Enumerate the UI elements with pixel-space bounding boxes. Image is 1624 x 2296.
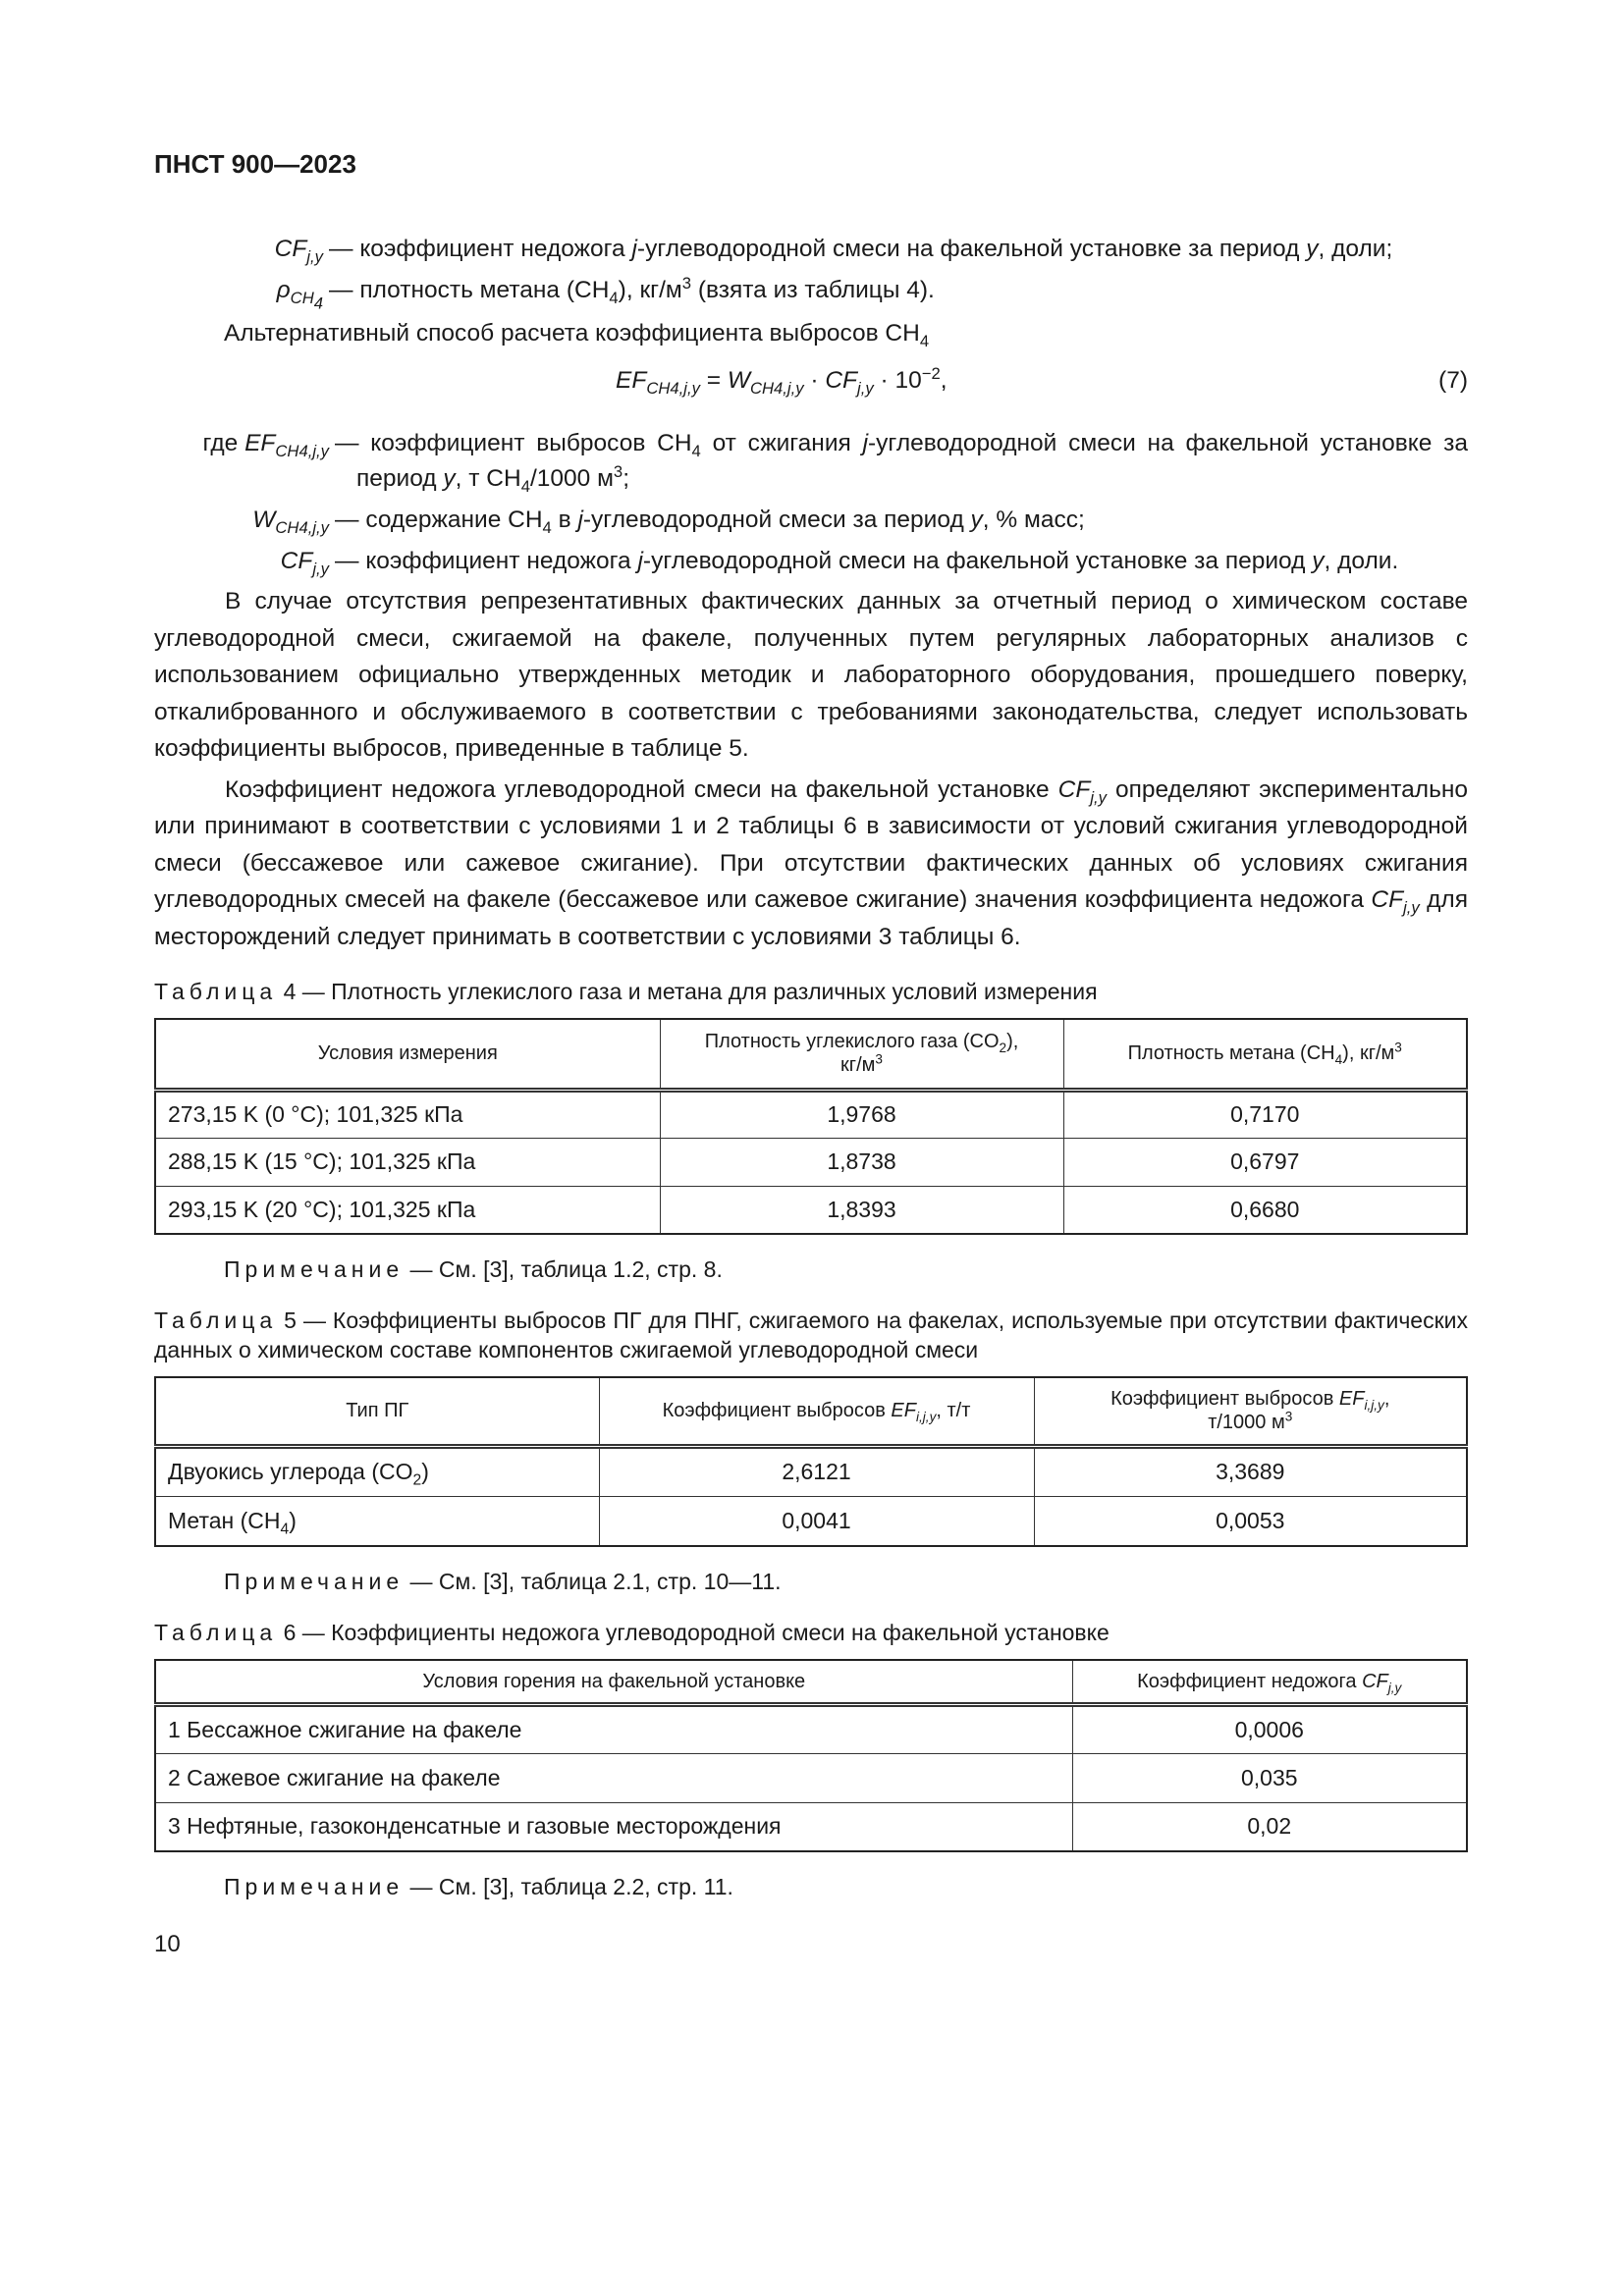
text-fragment: определяют экспериментально или принимают в соответствии с условиями 1 и 2 таблицы 6 в зависимости от условий сжигания углеводородной смеси (бессажевое или сажевое сжигание). При отсутствии фактических данных об условиях сжигания углеводородных смесей на факеле (бессажевое или сажевое сжигание) значения коэффициента недожога [154,775,1468,913]
table6 [154,1659,1468,1852]
cell: 0,0041 [599,1496,1034,1546]
text-fragment: для месторождений следует принимать в соответствии с условиями 3 таблицы 6. [154,886,1468,950]
text-fragment: CH [290,288,314,307]
formula-7 [154,363,1468,408]
text-fragment: y [443,465,456,492]
page-number: 10 [154,1931,181,1957]
paragraph-1 [154,583,1468,768]
cell: 2,6121 [599,1446,1034,1496]
text-fragment: 4 [313,294,323,313]
text-fragment: , [940,367,947,394]
formula-definitions [154,426,1468,579]
page-body [154,232,1468,1958]
table5 [154,1376,1468,1547]
table6-header [1072,1660,1467,1704]
text-fragment: от сжигания [700,430,863,456]
text-fragment: -углеводородной смеси на факельной установке за период [356,430,1468,492]
cell: 273,15 K (0 °C); 101,325 кПа [155,1090,660,1138]
table-row [155,1496,1467,1546]
text-fragment: · [803,367,826,394]
text-fragment: 4 [609,288,619,307]
table-row [155,1802,1467,1851]
text-fragment: EF [891,1400,916,1422]
text-fragment: y [1312,548,1325,574]
text-fragment: y [1306,236,1319,262]
text-fragment: CF [825,367,858,394]
cell: 3,3689 [1034,1446,1467,1496]
text-fragment: CH4,j,y [646,378,700,398]
text-fragment: W [252,507,276,533]
text-fragment: 3 [875,1051,883,1067]
formula-number: (7) [1438,367,1468,394]
definition-rho [154,273,1468,313]
text-fragment: CF [1057,775,1091,803]
table-row [155,1186,1467,1234]
document-id: ПНСТ 900—2023 [154,149,356,179]
text-fragment: ), кг/м [618,277,682,303]
text-fragment: 2 [412,1471,422,1489]
text-fragment: Двуокись углерода (CO [168,1459,413,1484]
text-fragment: j,y [306,246,323,266]
cell: 1,9768 [660,1090,1063,1138]
text-fragment: -углеводородной смеси за период [582,507,971,533]
text-fragment: 2 [999,1041,1007,1055]
text-fragment: (взята из таблицы 4). [691,277,935,303]
text-fragment: −2 [921,363,941,383]
text-fragment: j [862,430,869,456]
text-fragment: CH4,j,y [275,441,329,460]
text-fragment: , [1383,1388,1390,1411]
cell: 0,7170 [1063,1090,1467,1138]
table4-caption: Таблица 4 — Плотность углекислого газа и метана для различных условий измерения [154,979,1098,1004]
definition-term [154,426,335,497]
text-fragment: 4 [542,517,552,537]
table5-header [1034,1377,1467,1446]
text-fragment: CH4,j,y [749,378,804,398]
text-fragment: y [970,507,983,533]
text-fragment: Плотность метана (CH [1127,1042,1335,1065]
text-fragment: ρ [276,277,291,303]
cell: 0,0053 [1034,1496,1467,1546]
definition-cf-2 [154,544,1468,579]
definition-term [154,544,335,579]
text-fragment: EF [244,430,276,456]
text-fragment: Альтернативный способ расчета коэффициента выбросов CH [224,320,920,347]
text-fragment: Коэффициент выбросов [662,1400,892,1422]
text-fragment: CF [1362,1670,1388,1692]
text-fragment: EF [616,367,647,394]
table5-note: Примечание — См. [3], таблица 2.1, стр. 10—11. [224,1569,782,1594]
text-fragment: EF [1338,1388,1365,1411]
text-fragment: CH4,j,y [275,517,329,537]
text-fragment: 3 [1284,1409,1293,1424]
text-fragment: кг/м [840,1054,876,1077]
text-fragment: 4 [691,441,701,460]
text-fragment: в [551,507,578,533]
text-fragment: 3 [681,273,692,293]
table6-header [155,1660,1072,1704]
text-fragment: j,y [1403,897,1420,917]
definition-text: — содержание $CH_4$ в j-углеводородной смеси за период y, % масс; [335,507,1085,537]
text-fragment: 3 [1394,1040,1402,1055]
table4-header [660,1019,1063,1090]
table5-caption: Таблица 5 — Коэффициенты выбросов ПГ для ПНГ, сжигаемого на факелах, используемые при отсутствии фактических данных о химическом составе компонентов сжигаемой углеводородной смеси [154,1308,1468,1362]
text-fragment: · 10 [873,367,922,394]
cell: 3 Нефтяные, газоконденсатные и газовые месторождения [155,1802,1072,1851]
table6-caption: Таблица 6 — Коэффициенты недожога углеводородной смеси на факельной установке [154,1620,1110,1645]
text-fragment: ), кг/м [1342,1042,1395,1065]
table-row [155,1090,1467,1138]
text-fragment: Плотность углекислого газа (CO [704,1031,1000,1053]
text-fragment: 4 [280,1521,290,1538]
definition-ef [154,426,1468,497]
text-fragment: j,y [1387,1680,1402,1695]
text-fragment: Условия измерения [317,1042,498,1065]
text-fragment: CF [274,236,307,262]
text-fragment: , т CH [455,465,521,492]
definition-w [154,503,1468,538]
text-fragment: CF [280,548,313,574]
definition-term [154,503,335,538]
formula-expression [616,363,947,399]
definition-cf [154,232,1468,267]
text-fragment: ; [623,465,629,492]
text-fragment: -углеводородной смеси на факельной установке за период [636,236,1307,262]
table6-note: Примечание — См. [3], таблица 2.2, стр. 11. [224,1874,733,1899]
text-fragment: j,y [857,378,874,398]
text-fragment: Коэффициент выбросов [1110,1388,1339,1411]
cell: 2 Сажевое сжигание на факеле [155,1753,1072,1802]
paragraph-2 [154,772,1468,956]
cell [155,1496,599,1546]
text-fragment: , доли. [1324,548,1399,574]
text-fragment: j,y [312,559,329,578]
cell: 288,15 K (15 °C); 101,325 кПа [155,1138,660,1186]
table-row [155,1446,1467,1496]
table-row [155,1753,1467,1802]
text-fragment: Коэффициент недожога углеводородной смеси на факельной установке [225,775,1058,803]
cell: 1,8393 [660,1186,1063,1234]
text-fragment: CF [1371,886,1404,913]
text-fragment: 4 [1334,1052,1343,1067]
text-fragment: 6 — Коэффициенты недожога углеводородной смеси на факельной установке [277,1620,1110,1645]
definition-text: — плотность метана $(CH_4)$, $кг/м^3$ (взята из таблицы 4). [329,273,935,307]
text-fragment: -углеводородной смеси на факельной установке за период [642,548,1313,574]
text-fragment: ) [289,1507,297,1533]
text-fragment: где [202,430,245,456]
cell: 0,035 [1072,1753,1467,1802]
text-fragment: i,j,y [1364,1398,1384,1413]
table5-header [155,1377,599,1446]
text-fragment: содержание CH [365,507,543,533]
cell [155,1446,599,1496]
text-fragment: Тип ПГ [346,1400,409,1422]
text-fragment: коэффициент выбросов CH [370,430,692,456]
table-row [155,1138,1467,1186]
text-fragment: В случае отсутствия репрезентативных фактических данных за отчетный период о химическом составе углеводородной смеси, сжигаемой на факеле, полученных путем регулярных лабораторных анализов с использованием официально утвержденных методик и лабораторного оборудования, прошедшего поверку, откалиброванного и обслуживаемого в соответствии с требованиями законодательства, следует использовать коэффициенты выбросов, приведенные в таблице 5. [154,588,1468,762]
cell: 0,6680 [1063,1186,1467,1234]
text-fragment: Метан (CH [168,1507,281,1533]
text-fragment: , % масс; [982,507,1085,533]
text-fragment: 4 — Плотность углекислого газа и метана для различных условий измерения [277,979,1098,1004]
definition-term [154,273,329,313]
text-fragment: коэффициент недожога [365,548,638,574]
text-fragment: 5 — Коэффициенты выбросов ПГ для ПНГ, сжигаемого на факелах, используемые при отсутствии фактических данных о химическом составе компонентов сжигаемой углеводородной смеси [154,1308,1468,1362]
text-fragment: j [631,236,637,262]
cell: 293,15 K (20 °C); 101,325 кПа [155,1186,660,1234]
text-fragment: ) [421,1459,429,1484]
table5-header [599,1377,1034,1446]
text-fragment: j,y [1090,787,1107,807]
table-row [155,1704,1467,1753]
text-fragment: т/1000 м [1208,1412,1285,1434]
table4-header [155,1019,660,1090]
text-fragment: , доли; [1318,236,1393,262]
definition-text: — коэффициент недожога j-углеводородной смеси на факельной установке за период y, доли; [329,236,1393,262]
text-fragment: 4 [919,331,930,350]
cell: 1 Бессажное сжигание на факеле [155,1704,1072,1753]
table4-header [1063,1019,1467,1090]
text-fragment: W [727,367,750,394]
text-fragment: , т/т [936,1400,971,1422]
text-fragment: j [637,548,643,574]
cell: 0,02 [1072,1802,1467,1851]
cell: 0,6797 [1063,1138,1467,1186]
text-fragment: i,j,y [915,1410,937,1424]
text-fragment: 3 [613,461,623,481]
text-fragment: /1000 м [529,465,614,492]
text-fragment: j [577,507,583,533]
definition-text: — коэффициент недожога j-углеводородной смеси на факельной установке за период y, доли. [335,548,1399,574]
text-fragment: = [699,367,728,394]
definition-term [154,232,329,267]
text-fragment: коэффициент недожога [359,236,632,262]
table4 [154,1018,1468,1235]
text-fragment: плотность метана (CH [359,277,610,303]
text-fragment: 4 [520,476,530,496]
text-fragment: ), [1006,1031,1019,1053]
table4-note: Примечание — См. [3], таблица 1.2, стр. 8. [224,1256,723,1282]
cell: 0,0006 [1072,1704,1467,1753]
alt-intro [224,316,1468,351]
text-fragment: Условия горения на факельной установке [422,1670,806,1692]
definition-text: — коэффициент выбросов $CH_4$ от сжигания j-углеводородной смеси на факельной установке за период y, т $CH_4/1000$ $м^3$; [335,430,1468,496]
text-fragment: Коэффициент недожога [1137,1670,1363,1692]
cell: 1,8738 [660,1138,1063,1186]
